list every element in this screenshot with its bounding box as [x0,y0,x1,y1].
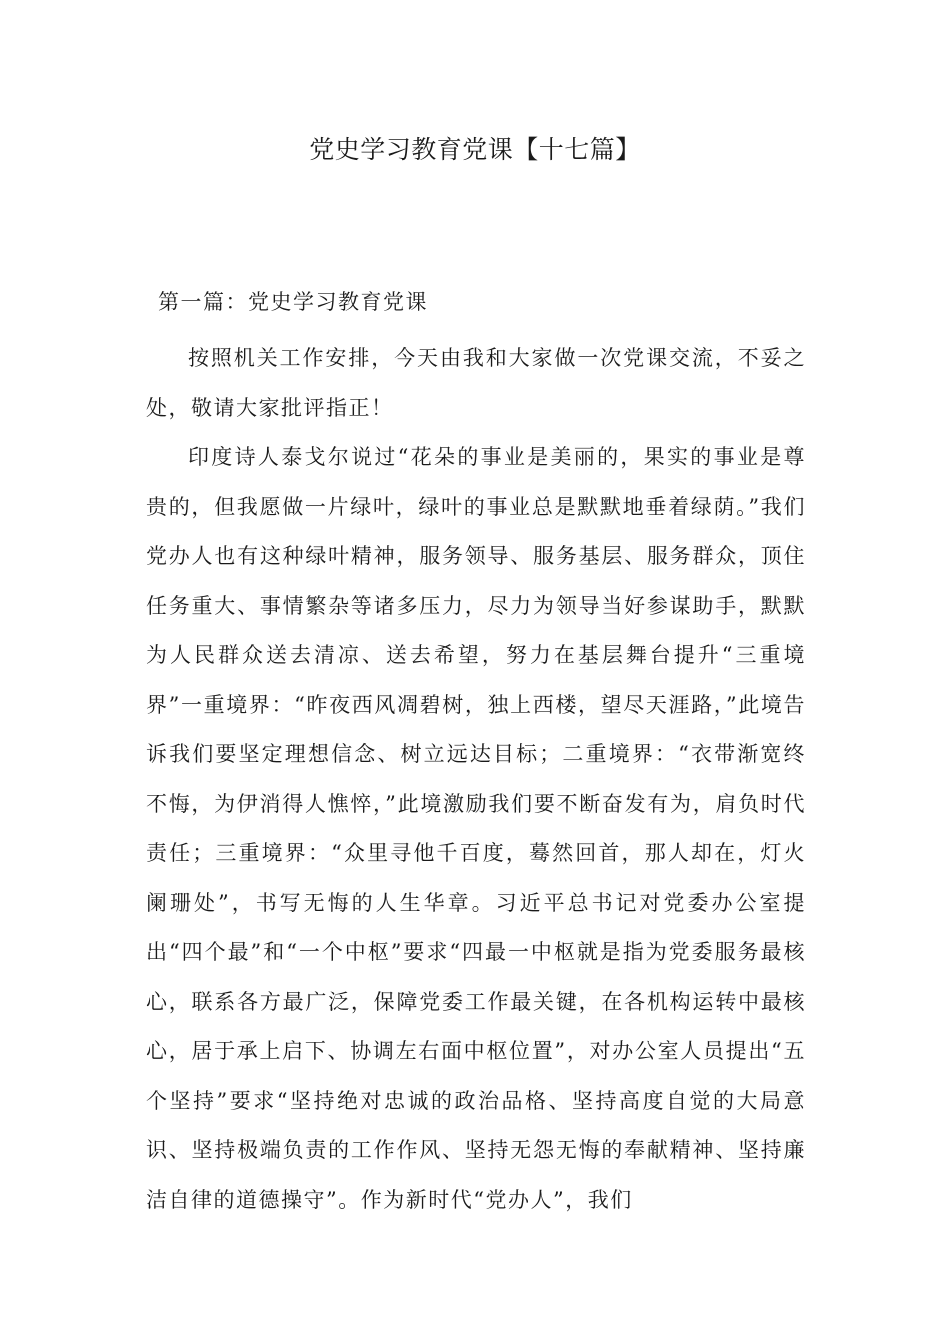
document-body [146,334,806,1225]
section-heading: 第一篇：党史学习教育党课 [158,290,428,314]
document-title: 党史学习教育党课【十七篇】 [309,135,641,164]
paragraph: 印度诗人泰戈尔说过“花朵的事业是美丽的，果实的事业是尊贵的，但我愿做一片绿叶，绿叶的事业总是默默地垂着绿荫。”我们党办人也有这种绿叶精神，服务领导、服务基层、服务群众，顶住任务重大、事情繁杂等诸多压力，尽力为领导当好参谋助手，默默为人民群众送去清凉、送去希望，努力在基层舞台提升“三重境界”一重境界：“昨夜西风凋碧树，独上西楼，望尽天涯路，”此境告诉我们要坚定理想信念、树立远达目标；二重境界：“衣带渐宽终不悔，为伊消得人憔悴，”此境激励我们要不断奋发有为，肩负时代责任；三重境界：“众里寻他千百度，蓦然回首，那人却在，灯火阑珊处”，书写无悔的人生华章。习近平总书记对党委办公室提出“四个最”和“一个中枢”要求“四最一中枢就是指为党委服务最核心，联系各方最广泛，保障党委工作最关键，在各机构运转中最核心，居于承上启下、协调左右面中枢位置”，对办公室人员提出“五个坚持”要求“坚持绝对忠诚的政治品格、坚持高度自觉的大局意识、坚持极端负责的工作作风、坚持无怨无悔的奉献精神、坚持廉洁自律的道德操守”。作为新时代“党办人”，我们 [146,445,806,1212]
paragraph: 按照机关工作安排，今天由我和大家做一次党课交流，不妥之处，敬请大家批评指正！ [146,346,806,420]
